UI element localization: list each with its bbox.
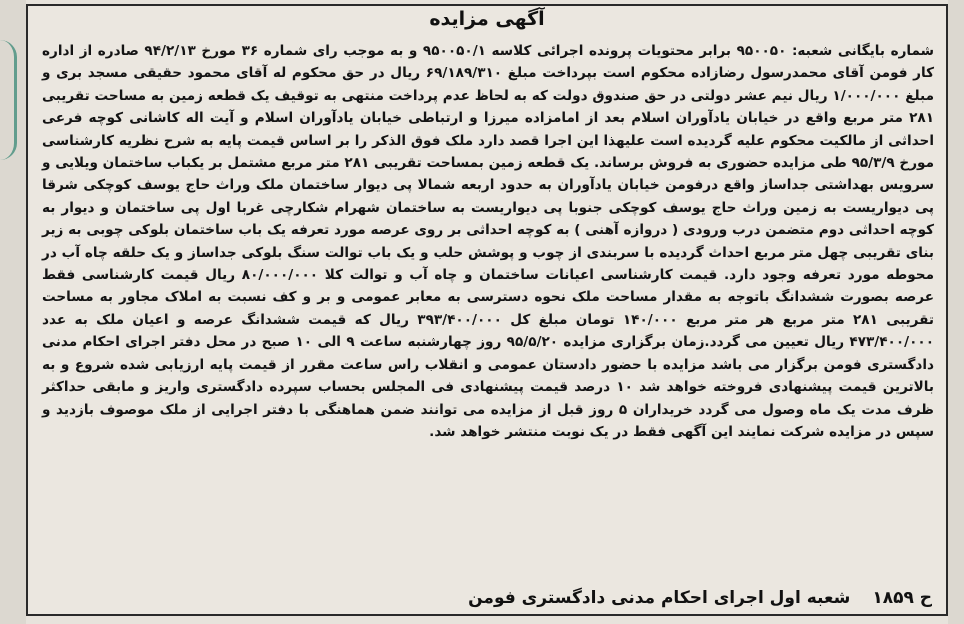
page-margin xyxy=(948,0,964,624)
notice-footer xyxy=(42,586,932,610)
auction-notice-box xyxy=(26,4,948,616)
notice-title: آگهی مزایده xyxy=(429,8,545,30)
issuing-court: شعبه اول اجرای احکام مدنی دادگستری فومن xyxy=(468,588,851,608)
stray-ink-mark xyxy=(0,40,17,160)
reference-number: ح ۱۸۵۹ xyxy=(872,588,932,608)
adjacent-column-edge xyxy=(0,0,26,624)
notice-body-text: شماره بایگانی شعبه: ۹۵۰۰۵۰ برابر محتویات پرونده اجرائی کلاسه ۹۵۰۰۵۰/۱ و به موجب رای شماره ۳۶ مورخ ۹۴/۲/۱۳ صادره از اداره کار فومن آقای محمدرسول رضازاده محکوم است بپرداخت مبلغ ۶۹/۱۸۹/۳۱۰ ریال در حق محکوم له آقای محمود حقیقی مسجد بری و مبلغ ۱/۰۰۰/۰۰۰ ریال نیم عشر دولتی در حق صندوق دولت که به لحاظ عدم پرداخت منتهی به توقیف یک قطعه زمین به مساحت تقریبی ۲۸۱ متر مربع واقع در خیابان یادآوران اسلام بعد از امامزاده میرزا و ارتباطی خیابان یادآوران اسلام و آیت اله کاشانی کوچه فرعی احداثی از مالکیت محکوم علیه گردیده است علیهذا این اجرا قصد دارد ملک فوق الذکر را بر اساس قیمت پایه به شرح نظریه کارشناسی مورخ ۹۵/۳/۹ طی مزایده حضوری به فروش برساند. یک قطعه زمین بمساحت تقریبی ۲۸۱ متر مربع مشتمل بر یکباب ساختمان ویلایی و سرویس بهداشتی جداساز واقع درفومن خیابان یادآوران به حدود اربعه شمالا پی دیوار ساختمان ملک وراث حاج یوسف کوچکی شرقا پی دیواریست به زمین وراث حاج یوسف کوچکی جنوبا پی دیواریست به ساختمان شهرام شکارچی غربا اول پی ساختمان و دیوار به کوچه احداثی دوم متضمن درب ورودی ( دروازه آهنی ) به کوچه احداثی بر روی عرصه مورد تعرفه یک باب ساختمان بلوکی چوبی به زیر بنای تقریبی چهل متر مربع احداث گردیده با سربندی از چوب و پوشش حلب و یک باب توالت سنگ بلوکی جداساز و یک حلقه چاه آب در محوطه مورد تعرفه وجود دارد. قیمت کارشناسی اعیانات ساختمان و چاه آب و توالت کلا ۸۰/۰۰۰/۰۰۰ ریال قیمت کارشناسی فقط عرصه بصورت ششدانگ باتوجه به مقدار مساحت ملک نحوه دسترسی به معابر عمومی و بر و کف نسبت به املاک مجاور به مساحت تقریبی ۲۸۱ متر مربع هر متر مربع ۱۴۰/۰۰۰ تومان مبلغ کل ۳۹۳/۴۰۰/۰۰۰ ریال که قیمت ششدانگ عرصه و اعیان ملک به عدد ۴۷۳/۴۰۰/۰۰۰ ریال تعیین می گردد.زمان برگزاری مزایده ۹۵/۵/۲۰ روز چهارشنبه ساعت ۹ الی ۱۰ صبح در محل دفتر اجرای احکام مدنی دادگستری فومن برگزار می باشد مزایده با حضور دادستان عمومی و انقلاب راس ساعت مقرر از قیمت پایه ارزیابی شده شروع و به بالاترین قیمت پیشنهادی فروخته خواهد شد ۱۰ درصد قیمت پیشنهادی فی المجلس بحساب سپرده دادگستری واریز و مابقی حداکثر ظرف مدت یک ماه وصول می گردد خریداران ۵ روز قبل از مزایده می توانند ضمن هماهنگی با دفتر اجرایی از ملک موصوف بازدید و سپس در مزایده شرکت نمایند این آگهی فقط در یک نوبت منتشر خواهد شد. xyxy=(42,43,935,440)
